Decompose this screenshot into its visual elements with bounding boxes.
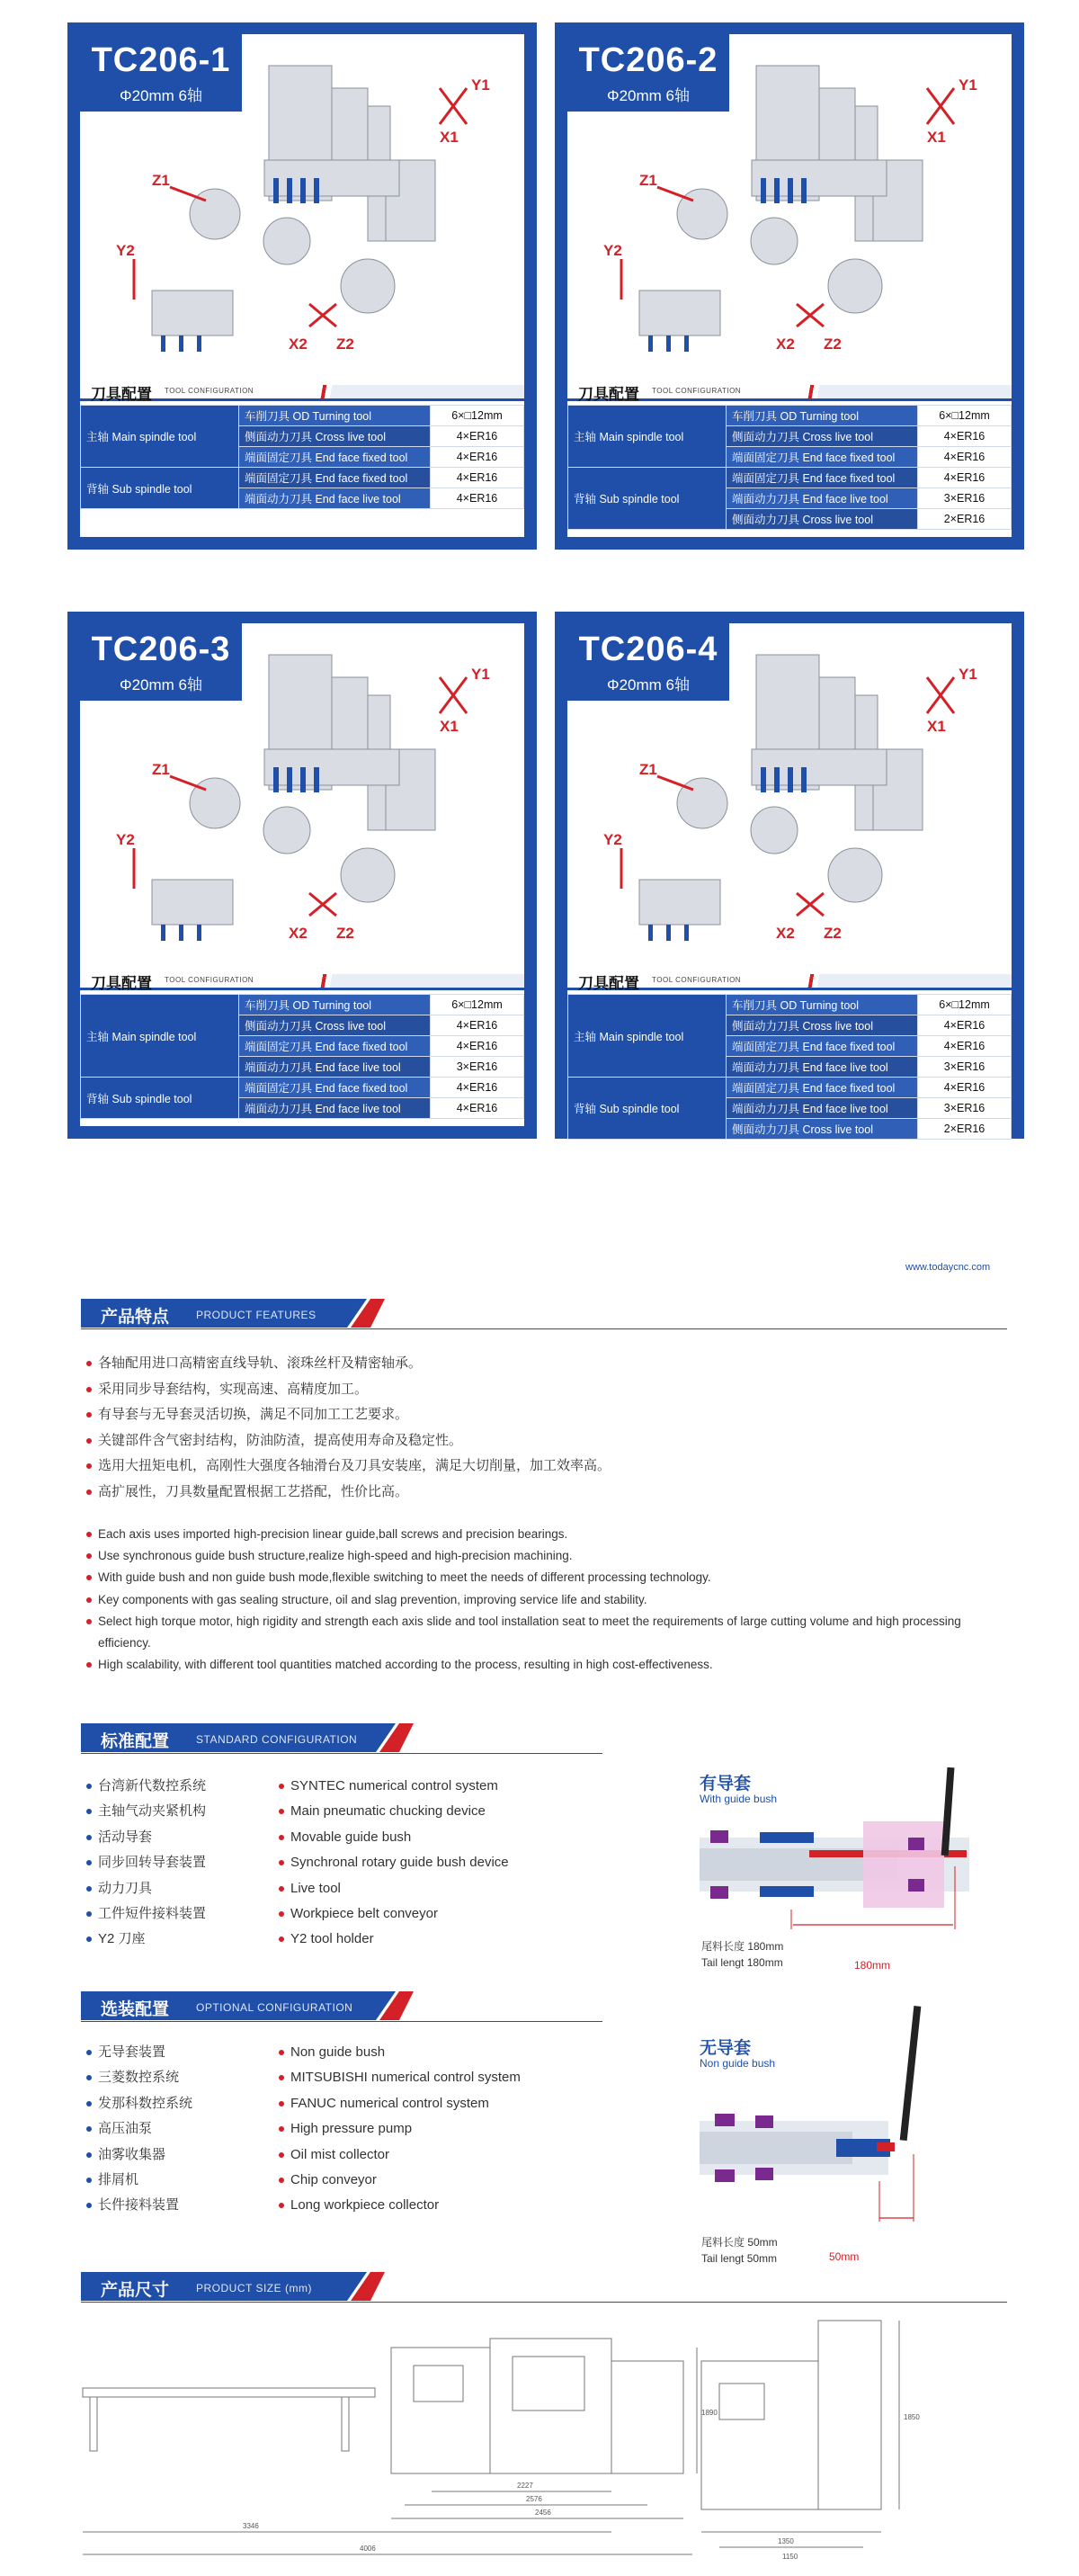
- machine-3d-illustration: [585, 52, 1008, 376]
- standard-config-header: [81, 1723, 602, 1758]
- tool-group-name: 主轴 Main spindle tool: [81, 406, 239, 468]
- tool-bit: [801, 178, 807, 203]
- standard-en-item: Synchronal rotary guide bush device: [279, 1850, 509, 1875]
- features-header: [81, 1299, 1007, 1333]
- sub-spindle: [341, 259, 395, 313]
- standard-en-item: Live tool: [279, 1876, 509, 1901]
- size-title-en: PRODUCT SIZE (mm): [196, 2282, 312, 2294]
- side-tower: [818, 2321, 881, 2509]
- with-bush-title: 有导套: [700, 1775, 752, 1793]
- tool-name: 端面动力刀具 End face live tool: [239, 1098, 431, 1119]
- tool-quantity: 3×ER16: [918, 1057, 1012, 1078]
- y2-tool-holder: [639, 291, 720, 335]
- non-bush-note: [701, 2234, 778, 2267]
- guide-bush-unit: [863, 1821, 944, 1908]
- front-dim-1: 4006: [360, 2545, 376, 2553]
- model-card: [555, 22, 1024, 550]
- with-bush-note-cn: 尾料长度 180mm: [701, 1940, 784, 1953]
- machine-body-center: [490, 2339, 611, 2473]
- tool-config-header: [80, 380, 524, 401]
- model-card: [67, 22, 537, 550]
- tool-row: [81, 1078, 524, 1098]
- gang-plate: [752, 749, 887, 785]
- non-bush-note-en: Tail lengt 50mm: [701, 2252, 778, 2265]
- tool-quantity: 6×□12mm: [431, 406, 524, 426]
- tool-bit: [761, 767, 766, 792]
- guide-bush: [751, 807, 798, 854]
- tool-name: 车削刀具 OD Turning tool: [727, 406, 918, 426]
- axis-label: Y1: [959, 666, 977, 683]
- tool-group-name: 背轴 Sub spindle tool: [81, 468, 239, 509]
- tool-quantity: 4×ER16: [918, 1036, 1012, 1057]
- optional-cn-item: 三菱数控系统: [86, 2065, 192, 2090]
- with-bush-subtitle: With guide bush: [700, 1793, 778, 1805]
- tool-bit: [179, 925, 183, 941]
- tool-config-header: [80, 969, 524, 990]
- model-card-body: [567, 623, 1012, 1136]
- front-dim-3: 2576: [526, 2495, 542, 2503]
- tool-bit: [287, 178, 292, 203]
- tool-group-name: 主轴 Main spindle tool: [81, 995, 239, 1078]
- guide-bush: [263, 218, 310, 264]
- non-bush-title: 无导套: [700, 2039, 752, 2058]
- axis-label: Y1: [959, 76, 977, 94]
- machine-body-right: [611, 2361, 683, 2473]
- tool-bit: [788, 178, 793, 203]
- tool-name: 端面动力刀具 End face live tool: [727, 1057, 918, 1078]
- collet-bottom: [760, 1886, 814, 1897]
- tool-name: 端面固定刀具 End face fixed tool: [727, 447, 918, 468]
- standard-cn-item: 动力刀具: [86, 1876, 206, 1901]
- side-dim-1: 1150: [782, 2553, 798, 2561]
- optional-config-header: [81, 1991, 602, 2026]
- features-title-en: PRODUCT FEATURES: [196, 1309, 317, 1321]
- guide-bush: [263, 807, 310, 854]
- tool-quantity: 4×ER16: [431, 1015, 524, 1036]
- axis-label: Z2: [336, 335, 354, 353]
- tool-quantity: 4×ER16: [431, 1098, 524, 1119]
- tool-bit: [666, 335, 671, 352]
- bar-feeder-leg-1: [90, 2397, 97, 2451]
- feature-en-item: High scalability, with different tool quantities matched according to the process, resulting in high cost-effectiveness.: [86, 1654, 1003, 1676]
- tool-quantity: 4×ER16: [431, 468, 524, 488]
- tool-config-title: 刀具配置: [578, 975, 639, 992]
- front-view: [83, 2339, 697, 2554]
- tool-name: 端面固定刀具 End face fixed tool: [727, 468, 918, 488]
- standard-cn-item: 台湾新代数控系统: [86, 1774, 206, 1799]
- optional-cn-list: [86, 2040, 192, 2219]
- standard-en-item: Y2 tool holder: [279, 1927, 509, 1952]
- tool-name: 车削刀具 OD Turning tool: [239, 995, 431, 1015]
- axis-label: Z2: [824, 335, 842, 353]
- machine-3d-illustration: [98, 641, 521, 965]
- machine-3d-illustration: [98, 52, 521, 376]
- tool-config-title: 刀具配置: [91, 975, 152, 992]
- tool-bit: [161, 925, 165, 941]
- cutting-tool: [900, 2006, 922, 2141]
- tool-quantity: 4×ER16: [431, 426, 524, 447]
- bearing-bottom-right: [908, 1879, 924, 1892]
- tool-name: 侧面动力刀具 Cross live tool: [727, 1015, 918, 1036]
- tool-name: 端面固定刀具 End face fixed tool: [239, 447, 431, 468]
- optional-en-item: FANUC numerical control system: [279, 2091, 521, 2116]
- non-bush-subtitle: Non guide bush: [700, 2057, 776, 2070]
- y2-tool-holder: [152, 291, 233, 335]
- front-dim-0: 3346: [243, 2522, 259, 2530]
- tool-group-name: 背轴 Sub spindle tool: [568, 1078, 727, 1140]
- tool-bit: [273, 767, 279, 792]
- with-bush-diagram: [692, 1758, 989, 1947]
- sub-spindle: [828, 259, 882, 313]
- control-panel: [414, 2366, 463, 2402]
- optional-cn-item: 高压油泵: [86, 2116, 192, 2142]
- tool-bit: [788, 767, 793, 792]
- features-en-list: [86, 1524, 1003, 1676]
- tool-quantity: 4×ER16: [431, 1036, 524, 1057]
- tool-bit: [314, 178, 319, 203]
- optional-title-cn: 选装配置: [101, 2000, 170, 2019]
- tool-group-name: 主轴 Main spindle tool: [568, 995, 727, 1078]
- axis-label: Y1: [471, 76, 490, 94]
- non-bush-note-cn: 尾料长度 50mm: [701, 2236, 778, 2249]
- tool-name: 侧面动力刀具 Cross live tool: [239, 426, 431, 447]
- tool-name: 端面固定刀具 End face fixed tool: [727, 1036, 918, 1057]
- tool-quantity: 3×ER16: [431, 1057, 524, 1078]
- tool-bit: [684, 335, 689, 352]
- spindle-bore: [700, 2132, 852, 2164]
- sub-spindle: [828, 848, 882, 902]
- axis-label: Z1: [152, 172, 170, 189]
- dimension-drawings: [72, 2312, 1007, 2574]
- axis-label: X2: [776, 335, 795, 353]
- tool-quantity: 2×ER16: [918, 509, 1012, 530]
- motor-block: [332, 677, 368, 749]
- axis-label: Z2: [824, 925, 842, 942]
- tool-quantity: 6×□12mm: [431, 995, 524, 1015]
- bearing-top-right: [908, 1838, 924, 1850]
- feature-cn-item: 采用同步导套结构，实现高速、高精度加工。: [86, 1377, 611, 1403]
- tool-name: 侧面动力刀具 Cross live tool: [727, 509, 918, 530]
- guide-bush: [751, 218, 798, 264]
- tool-quantity: 4×ER16: [431, 447, 524, 468]
- model-title: TC206-4: [578, 631, 718, 668]
- bearing-bottom-left: [715, 2169, 735, 2182]
- tool-bit: [666, 925, 671, 941]
- tool-config-table: [80, 405, 524, 509]
- side-dim-2: 1850: [904, 2413, 920, 2421]
- axis-label: Z1: [639, 761, 657, 778]
- bearing-top-mid: [755, 2115, 773, 2128]
- optional-en-item: High pressure pump: [279, 2116, 521, 2142]
- with-bush-note: [701, 1938, 783, 1971]
- tool-quantity: 6×□12mm: [918, 995, 1012, 1015]
- gang-plate: [264, 749, 399, 785]
- standard-en-item: Main pneumatic chucking device: [279, 1799, 509, 1824]
- tool-name: 端面动力刀具 End face live tool: [239, 488, 431, 509]
- tool-bit: [197, 335, 201, 352]
- tool-bit: [197, 925, 201, 941]
- feature-cn-item: 有导套与无导套灵活切换，满足不同加工工艺要求。: [86, 1402, 611, 1428]
- axis-label: Y2: [116, 242, 135, 259]
- model-card: [67, 612, 537, 1139]
- feature-en-item: Use synchronous guide bush structure,realize high-speed and high-precision machining.: [86, 1545, 1003, 1567]
- y2-tool-holder: [152, 880, 233, 925]
- tool-name: 车削刀具 OD Turning tool: [239, 406, 431, 426]
- tool-quantity: 4×ER16: [918, 468, 1012, 488]
- tool-bit: [648, 925, 653, 941]
- gang-plate: [264, 160, 399, 196]
- tool-quantity: 4×ER16: [431, 488, 524, 509]
- bar-feeder-rail: [83, 2388, 375, 2397]
- tool-bit: [801, 767, 807, 792]
- tool-config-title-en: TOOL CONFIGURATION: [652, 387, 742, 395]
- axis-label: X2: [776, 925, 795, 942]
- tool-name: 端面固定刀具 End face fixed tool: [239, 1036, 431, 1057]
- bearing-top-left: [715, 2114, 735, 2126]
- tool-row: [81, 468, 524, 488]
- size-header: [81, 2272, 1007, 2306]
- axis-label: Z1: [639, 172, 657, 189]
- tool-config-title-en: TOOL CONFIGURATION: [165, 976, 254, 984]
- machine-body-left: [391, 2348, 490, 2473]
- machine-3d-illustration: [585, 641, 1008, 965]
- optional-en-item: Non guide bush: [279, 2040, 521, 2065]
- axis-label: X1: [927, 129, 946, 146]
- tool-row: [568, 406, 1012, 426]
- standard-cn-item: Y2 刀座: [86, 1927, 206, 1952]
- optional-en-item: Long workpiece collector: [279, 2193, 521, 2218]
- optional-cn-item: 排屑机: [86, 2168, 192, 2193]
- motor-block: [819, 677, 855, 749]
- axis-label: Y2: [603, 831, 622, 848]
- standard-en-item: SYNTEC numerical control system: [279, 1774, 509, 1799]
- standard-cn-item: 同步回转导套装置: [86, 1850, 206, 1875]
- tool-quantity: 4×ER16: [918, 1015, 1012, 1036]
- tool-name: 侧面动力刀具 Cross live tool: [727, 1119, 918, 1140]
- model-title: TC206-1: [91, 41, 231, 79]
- tool-name: 端面动力刀具 End face live tool: [239, 1057, 431, 1078]
- standard-cn-list: [86, 1774, 206, 1953]
- tool-row: [568, 468, 1012, 488]
- tool-bit: [161, 335, 165, 352]
- tool-config-title-en: TOOL CONFIGURATION: [165, 387, 254, 395]
- model-subtitle: Φ20mm 6轴: [607, 87, 690, 104]
- optional-cn-item: 长件接料装置: [86, 2193, 192, 2218]
- tool-quantity: 6×□12mm: [918, 406, 1012, 426]
- website-url[interactable]: www.todaycnc.com: [905, 1262, 991, 1273]
- tool-config-header: [567, 969, 1012, 990]
- tool-row: [81, 406, 524, 426]
- non-bush-dim: 50mm: [829, 2250, 860, 2263]
- tool-name: 车削刀具 OD Turning tool: [727, 995, 918, 1015]
- y2-tool-holder: [639, 880, 720, 925]
- model-title: TC206-2: [578, 41, 718, 79]
- model-subtitle: Φ20mm 6轴: [120, 87, 202, 104]
- side-dim-0: 1350: [778, 2537, 794, 2545]
- tool-name: 侧面动力刀具 Cross live tool: [239, 1015, 431, 1036]
- front-dim-5: 1890: [701, 2409, 718, 2417]
- standard-title-en: STANDARD CONFIGURATION: [196, 1733, 358, 1746]
- tool-quantity: 2×ER16: [918, 1119, 1012, 1140]
- sub-spindle: [341, 848, 395, 902]
- standard-cn-item: 工件短件接料装置: [86, 1901, 206, 1927]
- feature-cn-item: 关键部件含气密封结构，防油防渣，提高使用寿命及稳定性。: [86, 1428, 611, 1454]
- tool-quantity: 3×ER16: [918, 1098, 1012, 1119]
- side-panel: [719, 2384, 764, 2419]
- tool-bit: [684, 925, 689, 941]
- non-bush-diagram: [692, 1988, 989, 2258]
- standard-en-item: Workpiece belt conveyor: [279, 1901, 509, 1927]
- model-card-body: [567, 34, 1012, 537]
- axis-label: Z2: [336, 925, 354, 942]
- tool-name: 端面固定刀具 End face fixed tool: [239, 468, 431, 488]
- optional-en-item: Chip conveyor: [279, 2168, 521, 2193]
- tool-config-title: 刀具配置: [91, 386, 152, 403]
- motor-block: [332, 88, 368, 160]
- optional-cn-item: 油雾收集器: [86, 2142, 192, 2168]
- front-dim-4: 2456: [535, 2509, 551, 2517]
- with-bush-dim: 180mm: [854, 1959, 891, 1972]
- tool-quantity: 3×ER16: [918, 488, 1012, 509]
- optional-en-list: [279, 2040, 521, 2219]
- size-title-cn: 产品尺寸: [101, 2281, 170, 2300]
- feature-en-item: Each axis uses imported high-precision linear guide,ball screws and precision bearings.: [86, 1524, 1003, 1545]
- with-bush-note-en: Tail lengt 180mm: [701, 1956, 783, 1969]
- tool-name: 侧面动力刀具 Cross live tool: [727, 426, 918, 447]
- bearing-top-left: [710, 1830, 728, 1843]
- model-subtitle: Φ20mm 6轴: [607, 676, 690, 693]
- tool-quantity: 4×ER16: [918, 426, 1012, 447]
- tool-group-name: 背轴 Sub spindle tool: [568, 468, 727, 530]
- tool-bit: [273, 178, 279, 203]
- standard-cn-item: 活动导套: [86, 1825, 206, 1850]
- optional-en-item: MITSUBISHI numerical control system: [279, 2065, 521, 2090]
- tool-quantity: 4×ER16: [431, 1078, 524, 1098]
- bearing-bottom-left: [710, 1886, 728, 1899]
- bar-stock: [877, 2142, 895, 2151]
- tool-bit: [774, 767, 780, 792]
- tool-quantity: 4×ER16: [918, 1078, 1012, 1098]
- standard-en-list: [279, 1774, 509, 1953]
- axis-label: Y1: [471, 666, 490, 683]
- side-view: [701, 2321, 899, 2547]
- tool-name: 端面固定刀具 End face fixed tool: [727, 1078, 918, 1098]
- axis-label: X2: [289, 925, 308, 942]
- feature-en-item: Key components with gas sealing structure, oil and slag prevention, improving service life and stability.: [86, 1589, 1003, 1611]
- standard-en-item: Movable guide bush: [279, 1825, 509, 1850]
- tool-bit: [761, 178, 766, 203]
- tool-name: 端面动力刀具 End face live tool: [727, 1098, 918, 1119]
- tool-group-name: 背轴 Sub spindle tool: [81, 1078, 239, 1119]
- tool-config-table: [567, 994, 1012, 1140]
- axis-label: X1: [927, 718, 946, 735]
- tool-row: [568, 995, 1012, 1015]
- tool-bit: [287, 767, 292, 792]
- feature-en-item: With guide bush and non guide bush mode,flexible switching to meet the needs of different processing technology.: [86, 1567, 1003, 1588]
- tool-row: [568, 1078, 1012, 1098]
- axis-label: X1: [440, 129, 459, 146]
- tool-bit: [314, 767, 319, 792]
- front-dim-2: 2227: [517, 2482, 533, 2490]
- axis-label: X2: [289, 335, 308, 353]
- tool-row: [81, 995, 524, 1015]
- tool-bit: [179, 335, 183, 352]
- model-card-body: [80, 623, 524, 1126]
- axis-label: X1: [440, 718, 459, 735]
- bar-feeder-leg-2: [342, 2397, 349, 2451]
- model-card: [555, 612, 1024, 1139]
- features-cn-list: [86, 1351, 611, 1506]
- tool-config-header: [567, 380, 1012, 401]
- optional-title-en: OPTIONAL CONFIGURATION: [196, 2001, 353, 2014]
- tool-bit: [300, 767, 306, 792]
- axis-label: Y2: [603, 242, 622, 259]
- collet-top: [760, 1832, 814, 1843]
- feature-en-item: Select high torque motor, high rigidity and strength each axis slide and tool installation seat to meet the requirements of large cutting volume and high processing efficiency.: [86, 1611, 1003, 1654]
- features-title-cn: 产品特点: [101, 1308, 170, 1327]
- feature-cn-item: 各轴配用进口高精密直线导轨、滚珠丝杆及精密轴承。: [86, 1351, 611, 1377]
- feature-cn-item: 高扩展性，刀具数量配置根据工艺搭配，性价比高。: [86, 1480, 611, 1506]
- window: [513, 2357, 584, 2411]
- bearing-bottom-mid: [755, 2168, 773, 2180]
- axis-label: Y2: [116, 831, 135, 848]
- tool-name: 端面固定刀具 End face fixed tool: [239, 1078, 431, 1098]
- tool-name: 端面动力刀具 End face live tool: [727, 488, 918, 509]
- tool-config-title-en: TOOL CONFIGURATION: [652, 976, 742, 984]
- optional-cn-item: 发那科数控系统: [86, 2091, 192, 2116]
- tool-bit: [300, 178, 306, 203]
- tool-quantity: 4×ER16: [918, 447, 1012, 468]
- standard-title-cn: 标准配置: [101, 1732, 170, 1751]
- optional-en-item: Oil mist collector: [279, 2142, 521, 2168]
- model-card-body: [80, 34, 524, 537]
- model-title: TC206-3: [91, 631, 231, 668]
- tool-config-table: [80, 994, 524, 1119]
- tool-bit: [774, 178, 780, 203]
- tool-config-table: [567, 405, 1012, 530]
- optional-cn-item: 无导套装置: [86, 2040, 192, 2065]
- model-subtitle: Φ20mm 6轴: [120, 676, 202, 693]
- gang-plate: [752, 160, 887, 196]
- tool-group-name: 主轴 Main spindle tool: [568, 406, 727, 468]
- feature-cn-item: 选用大扭矩电机，高刚性大强度各轴滑台及刀具安装座，满足大切削量，加工效率高。: [86, 1453, 611, 1480]
- axis-label: Z1: [152, 761, 170, 778]
- motor-block: [819, 88, 855, 160]
- tool-config-title: 刀具配置: [578, 386, 639, 403]
- tool-bit: [648, 335, 653, 352]
- standard-cn-item: 主轴气动夹紧机构: [86, 1799, 206, 1824]
